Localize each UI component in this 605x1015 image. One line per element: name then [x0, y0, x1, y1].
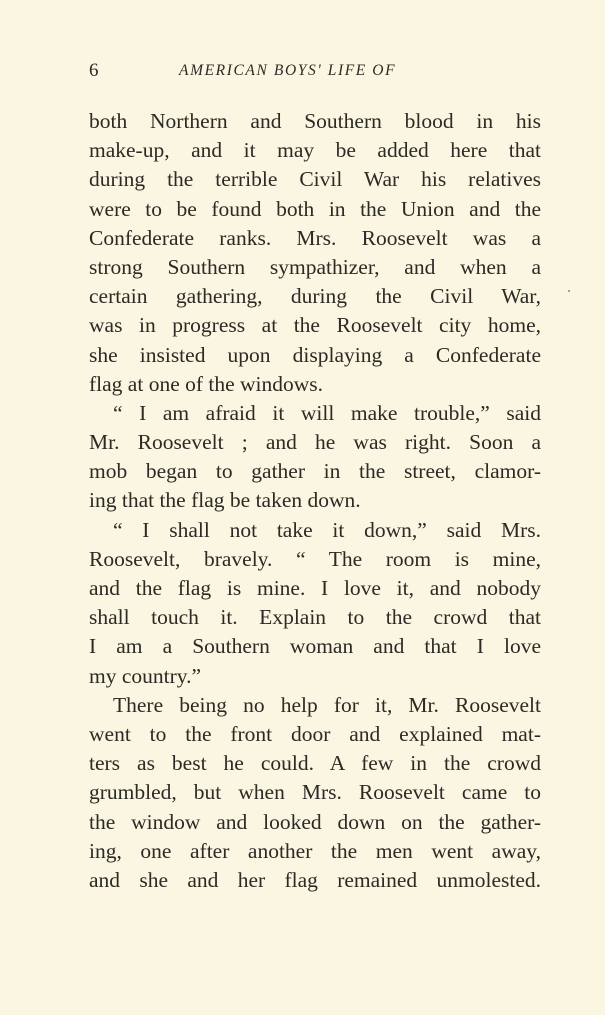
text-line: the window and looked down on the gather- — [89, 809, 541, 834]
text-line: “ I am afraid it will make trouble,” said — [113, 400, 541, 425]
text-line: certain gathering, during the Civil War, — [89, 284, 541, 309]
running-title: AMERICAN BOYS' LIFE OF — [179, 62, 397, 79]
text-line: during the terrible Civil War his relatives — [89, 167, 541, 192]
text-line: mob began to gather in the street, clamor- — [89, 459, 541, 484]
text-line: was in progress at the Roosevelt city home, — [89, 313, 541, 338]
text-line: I am a Southern woman and that I love — [89, 634, 541, 659]
body-text — [89, 107, 541, 895]
text-line: and she and her flag remained unmolested. — [89, 867, 541, 892]
text-line: were to be found both in the Union and the — [89, 196, 541, 221]
text-line: both Northern and Southern blood in his — [89, 109, 541, 133]
text-line: There being no help for it, Mr. Roosevelt — [113, 692, 541, 717]
text-line: my country.” — [89, 663, 202, 688]
text-line: Roosevelt, bravely. “ The room is mine, — [89, 546, 541, 571]
text-line: “ I shall not take it down,” said Mrs. — [113, 517, 541, 542]
page-number: 6 — [89, 60, 99, 81]
text-line: ing, one after another the men went away, — [89, 838, 541, 863]
text-line: strong Southern sympathizer, and when a — [89, 254, 541, 279]
text-line: Confederate ranks. Mrs. Roosevelt was a — [89, 225, 541, 250]
text-line: ters as best he could. A few in the crowd — [89, 751, 541, 776]
text-line: and the flag is mine. I love it, and nobody — [89, 576, 541, 600]
text-line: Mr. Roosevelt ; and he was right. Soon a — [89, 430, 541, 455]
text-line: shall touch it. Explain to the crowd that — [89, 605, 541, 630]
text-line: flag at one of the windows. — [89, 371, 324, 396]
text-line: grumbled, but when Mrs. Roosevelt came to — [89, 780, 541, 805]
paper-speck — [568, 290, 570, 292]
text-line: went to the front door and explained mat- — [89, 721, 541, 746]
text-line: ing that the flag be taken down. — [89, 488, 361, 513]
page-header — [89, 60, 541, 90]
text-line: make-up, and it may be added here that — [89, 138, 541, 163]
text-line: she insisted upon displaying a Confederate — [89, 342, 541, 367]
